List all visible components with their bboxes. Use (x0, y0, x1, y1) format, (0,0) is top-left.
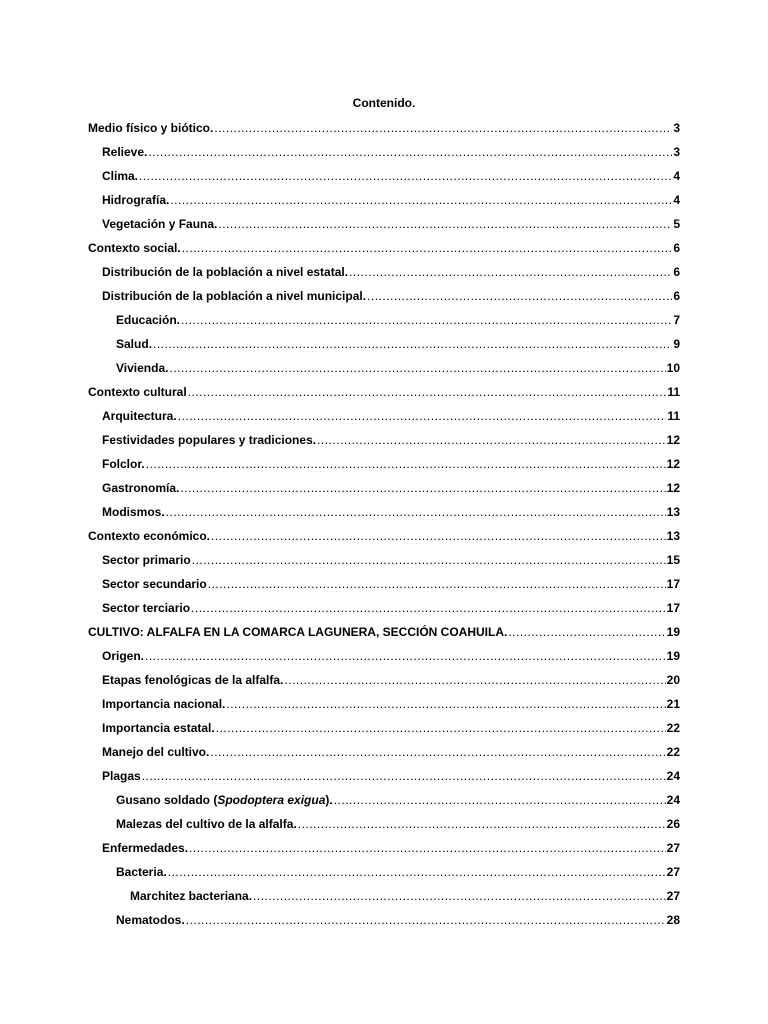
toc-entry-text (102, 695, 225, 713)
toc-dot-leader (216, 719, 666, 737)
toc-entry-text (88, 527, 210, 545)
toc-page-number: 26 (666, 817, 680, 831)
toc-entry[interactable] (88, 359, 680, 383)
toc-entry-text (102, 215, 217, 233)
toc-page-number: 13 (666, 505, 680, 519)
toc-entry-text (102, 263, 348, 281)
toc-page-number: 4 (673, 193, 680, 207)
toc-dot-leader (170, 191, 672, 209)
toc-entry-text (102, 143, 147, 161)
toc-entry-text (88, 623, 507, 641)
toc-entry-text (102, 575, 207, 593)
toc-page-number: 12 (666, 481, 680, 495)
toc-entry[interactable] (88, 383, 680, 407)
toc-dot-leader (188, 383, 667, 401)
toc-page-number: 19 (666, 649, 680, 663)
toc-entry[interactable] (88, 767, 680, 791)
toc-entry[interactable] (88, 191, 680, 215)
toc-entry[interactable] (88, 887, 680, 911)
toc-entry[interactable] (88, 815, 680, 839)
toc-page-number: 6 (673, 289, 680, 303)
toc-entry-text (102, 599, 190, 617)
toc-dot-leader (253, 887, 666, 905)
toc-dot-leader (284, 671, 665, 689)
toc-dot-leader (189, 839, 666, 857)
toc-entry[interactable] (88, 287, 680, 311)
toc-entry-label: CULTIVO: ALFALFA EN LA COMARCA LAGUNERA, SECCIÓN COAHUILA. (88, 625, 508, 639)
toc-entry-text (102, 839, 188, 857)
toc-dot-leader (181, 311, 672, 329)
toc-dot-leader (169, 359, 665, 377)
toc-dot-leader (178, 407, 667, 425)
toc-dot-leader (334, 791, 666, 809)
toc-entry-label: Modismos. (102, 505, 165, 519)
toc-dot-leader (153, 335, 672, 353)
toc-page-number: 17 (666, 577, 680, 591)
toc-page-number: 4 (673, 169, 680, 183)
toc-entry-label: Vegetación y Fauna. (102, 217, 218, 231)
toc-list (88, 119, 680, 935)
toc-page-number: 20 (666, 673, 680, 687)
toc-page-number: 13 (666, 529, 680, 543)
toc-entry-label: Distribución de la población a nivel estatal. (102, 265, 349, 279)
toc-entry-label: Educación. (116, 313, 181, 327)
toc-entry[interactable] (88, 791, 680, 815)
toc-entry-text (116, 863, 167, 881)
toc-page-number: 12 (666, 457, 680, 471)
toc-entry-label-suffix: ). (325, 793, 333, 807)
toc-dot-leader (226, 695, 665, 713)
toc-entry-label: Sector terciario (102, 601, 191, 615)
toc-dot-leader (182, 239, 673, 257)
toc-dot-leader (208, 575, 666, 593)
toc-dot-leader (211, 527, 666, 545)
toc-entry-label: Sector secundario (102, 577, 207, 591)
toc-entry-text (102, 671, 283, 689)
toc-entry-label: Medio físico y biótico. (88, 121, 214, 135)
toc-page-number: 28 (666, 913, 680, 927)
toc-dot-leader (218, 215, 672, 233)
toc-dot-leader (317, 431, 666, 449)
toc-entry-label: Importancia estatal. (102, 721, 215, 735)
toc-page-number: 22 (666, 745, 680, 759)
toc-entry[interactable] (88, 863, 680, 887)
toc-entry-text (116, 791, 333, 809)
toc-entry-label: Contexto cultural (88, 385, 187, 399)
toc-page-number: 11 (667, 385, 680, 399)
toc-entry-label: Relieve. (102, 145, 148, 159)
toc-entry[interactable] (88, 455, 680, 479)
toc-entry[interactable] (88, 695, 680, 719)
toc-entry[interactable] (88, 479, 680, 503)
toc-page-number: 7 (673, 313, 680, 327)
toc-dot-leader (168, 863, 666, 881)
toc-entry[interactable] (88, 263, 680, 287)
toc-entry-text (102, 647, 144, 665)
toc-entry-text (102, 191, 169, 209)
toc-entry[interactable] (88, 167, 680, 191)
toc-entry-label: Origen. (102, 649, 145, 663)
toc-entry[interactable] (88, 839, 680, 863)
toc-entry-text (88, 119, 213, 137)
toc-entry-label: Festividades populares y tradiciones. (102, 433, 317, 447)
toc-entry-text (116, 911, 185, 929)
toc-entry[interactable] (88, 215, 680, 239)
toc-entry-label: Importancia nacional. (102, 697, 226, 711)
toc-page-number: 27 (666, 841, 680, 855)
toc-entry-text (88, 383, 187, 401)
toc-entry[interactable] (88, 143, 680, 167)
toc-entry-scientific-name: Spodoptera exigua (217, 793, 326, 807)
toc-entry-label: Clima. (102, 169, 139, 183)
toc-entry[interactable] (88, 623, 680, 647)
toc-dot-leader (180, 479, 665, 497)
toc-dot-leader (186, 911, 666, 929)
toc-entry[interactable] (88, 335, 680, 359)
toc-entry-text (116, 815, 297, 833)
toc-page-number: 24 (666, 793, 680, 807)
toc-page-number: 11 (667, 409, 680, 423)
toc-entry-text (116, 359, 168, 377)
toc-entry-text (102, 551, 191, 569)
toc-entry[interactable] (88, 911, 680, 935)
toc-page-number: 15 (666, 553, 680, 567)
toc-dot-leader (349, 263, 672, 281)
toc-dot-leader (148, 143, 672, 161)
toc-entry[interactable] (88, 431, 680, 455)
toc-entry-label: Bacteria. (116, 865, 167, 879)
toc-entry-label: Contexto económico. (88, 529, 211, 543)
toc-dot-leader (367, 287, 672, 305)
toc-entry-label: Distribución de la población a nivel municipal. (102, 289, 367, 303)
toc-entry-label: Hidrografía. (102, 193, 170, 207)
toc-dot-leader (214, 119, 672, 137)
toc-entry-text (102, 287, 366, 305)
toc-entry-text (102, 455, 145, 473)
toc-dot-leader (145, 647, 666, 665)
toc-entry[interactable] (88, 647, 680, 671)
toc-dot-leader (191, 599, 666, 617)
toc-entry[interactable] (88, 527, 680, 551)
toc-entry-text (130, 887, 252, 905)
toc-page-number: 27 (666, 889, 680, 903)
toc-page-number: 3 (673, 145, 680, 159)
toc-dot-leader (210, 743, 665, 761)
toc-entry-label: Etapas fenológicas de la alfalfa. (102, 673, 284, 687)
toc-page-number: 9 (673, 337, 680, 351)
toc-entry[interactable] (88, 719, 680, 743)
toc-dot-leader (508, 623, 665, 641)
toc-entry-text (102, 479, 179, 497)
toc-entry-label: Manejo del cultivo. (102, 745, 210, 759)
toc-entry-label: Vivienda. (116, 361, 169, 375)
toc-entry[interactable] (88, 119, 680, 143)
toc-entry[interactable] (88, 311, 680, 335)
toc-entry-label: Plagas (102, 769, 141, 783)
toc-entry-label: Enfermedades. (102, 841, 189, 855)
toc-entry-text (102, 743, 209, 761)
toc-entry-text (116, 311, 180, 329)
toc-page-number: 17 (666, 601, 680, 615)
toc-entry-text (102, 719, 215, 737)
toc-page-number: 6 (673, 241, 680, 255)
toc-entry-text (102, 503, 165, 521)
toc-entry-text (102, 407, 177, 425)
toc-entry-label: Arquitectura. (102, 409, 177, 423)
toc-page-number: 21 (666, 697, 680, 711)
toc-entry[interactable] (88, 239, 680, 263)
toc-page-number: 5 (673, 217, 680, 231)
toc-entry-label: Marchitez bacteriana. (130, 889, 253, 903)
toc-entry-text (102, 167, 138, 185)
toc-entry-label: Malezas del cultivo de la alfalfa. (116, 817, 297, 831)
toc-entry[interactable] (88, 407, 680, 431)
toc-entry-label: Contexto social. (88, 241, 181, 255)
toc-dot-leader (192, 551, 666, 569)
toc-entry-label: Salud. (116, 337, 153, 351)
toc-page-number: 3 (673, 121, 680, 135)
toc-entry-text (88, 239, 181, 257)
toc-entry-text (102, 767, 141, 785)
toc-entry[interactable] (88, 503, 680, 527)
toc-page-number: 19 (666, 625, 680, 639)
toc-entry-label: Sector primario (102, 553, 191, 567)
toc-entry-text (116, 335, 152, 353)
toc-page-number: 27 (666, 865, 680, 879)
toc-dot-leader (166, 503, 666, 521)
toc-dot-leader (142, 767, 666, 785)
toc-entry-label: Gusano soldado ( (116, 793, 218, 807)
toc-entry[interactable] (88, 671, 680, 695)
toc-title: Contenido. (352, 96, 416, 110)
toc-page-number: 24 (666, 769, 680, 783)
toc-dot-leader (139, 167, 672, 185)
toc-entry-label: Folclor. (102, 457, 145, 471)
toc-dot-leader (146, 455, 666, 473)
toc-page-number: 12 (666, 433, 680, 447)
toc-page-number: 10 (666, 361, 680, 375)
toc-entry[interactable] (88, 575, 680, 599)
toc-entry-label: Nematodos. (116, 913, 185, 927)
toc-entry[interactable] (88, 743, 680, 767)
toc-page-number: 6 (673, 265, 680, 279)
toc-dot-leader (298, 815, 666, 833)
toc-entry[interactable] (88, 551, 680, 575)
toc-entry-text (102, 431, 316, 449)
toc-page-number: 22 (666, 721, 680, 735)
toc-entry-label: Gastronomía. (102, 481, 180, 495)
toc-entry[interactable] (88, 599, 680, 623)
